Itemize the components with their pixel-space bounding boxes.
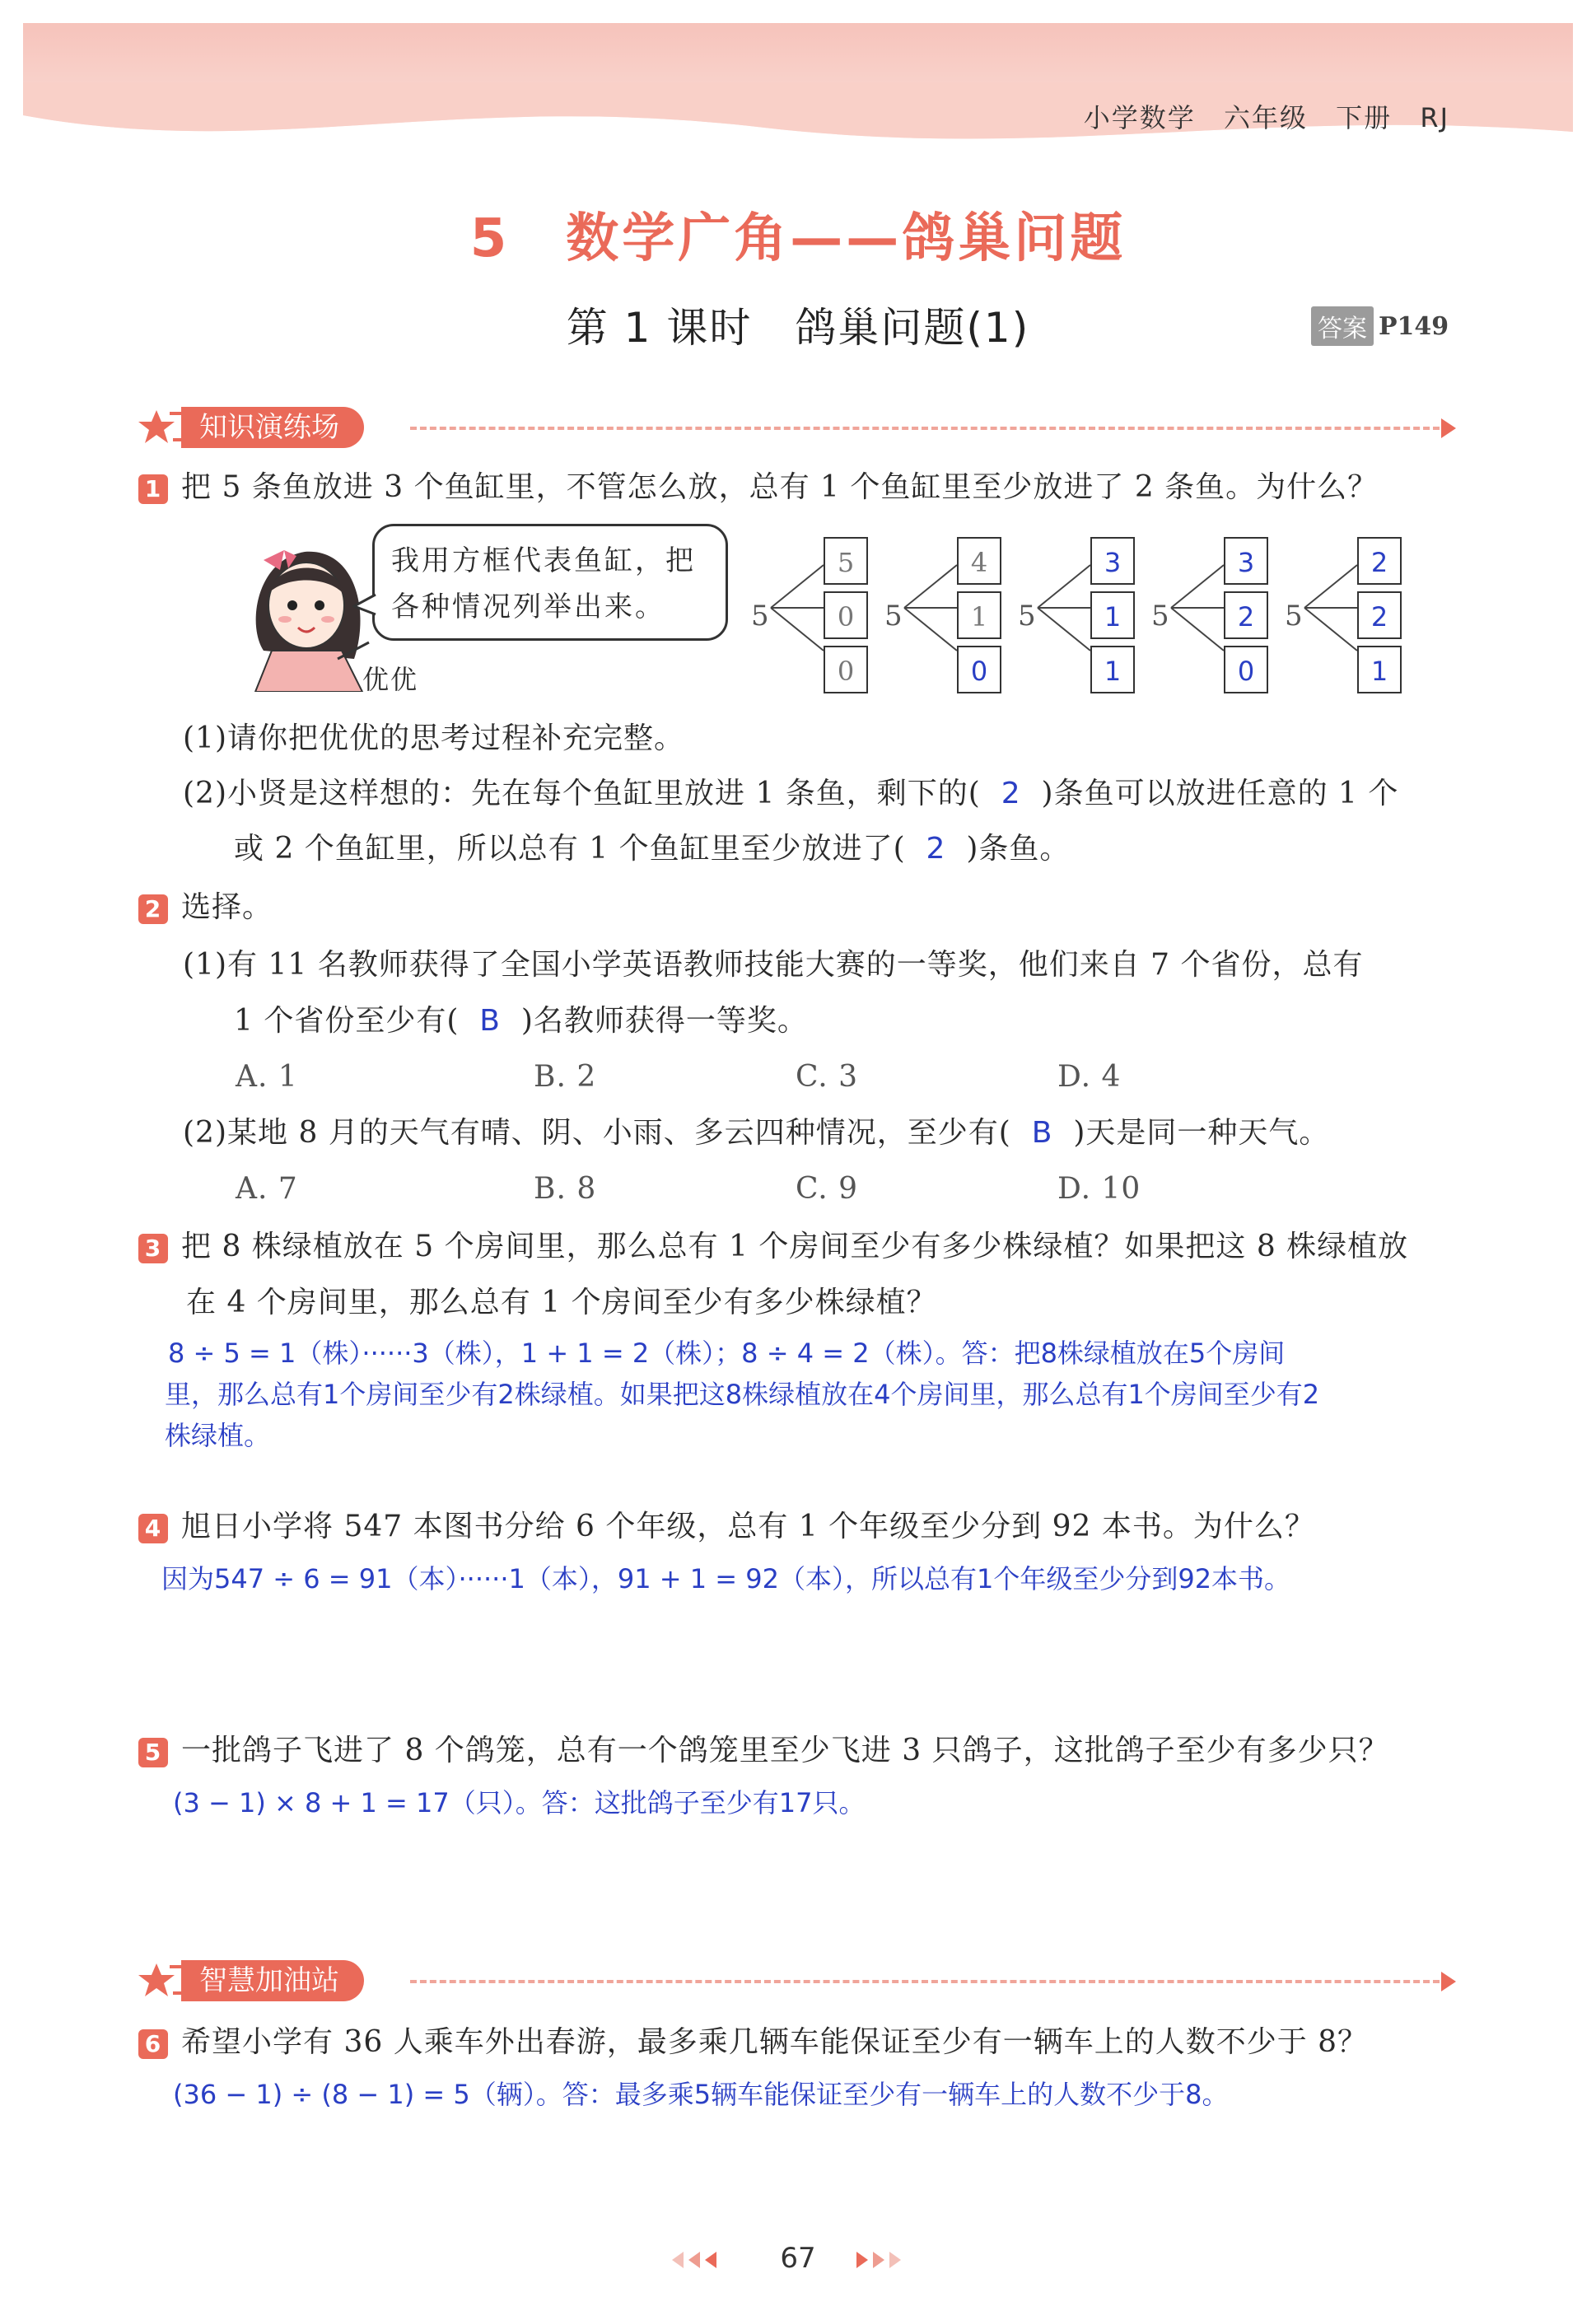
- chapter-title: 5 数学广角——鸽巢问题: [469, 208, 1127, 269]
- question-number: 2: [138, 894, 168, 924]
- fish-tank-box: 5: [824, 537, 868, 585]
- header-meta: [1084, 97, 1449, 135]
- total-fish-label: 5: [751, 600, 769, 633]
- q5-answer: (3 − 1) × 8 + 1 = 17（只）。答：这批鸽子至少有17只。: [173, 1787, 866, 1818]
- q2-s2-opt-b: B. 8: [534, 1172, 597, 1206]
- q2-s2-line1: (2)某地 8 月的天气有晴、阴、小雨、多云四种情况，至少有( B )天是同一种天气。: [183, 1116, 1330, 1150]
- q1-sub2-line2: 或 2 个鱼缸里，所以总有 1 个鱼缸里至少放进了( 2 )条鱼。: [234, 832, 1071, 866]
- fish-tank-box: 4: [957, 537, 1001, 585]
- fish-tank-box: 3: [1224, 537, 1268, 585]
- branch-lines: [769, 542, 827, 674]
- arrow-right-icon: [1441, 1972, 1456, 1991]
- header-edition: RJ: [1420, 102, 1449, 133]
- fish-tank-box: 1: [1357, 646, 1402, 693]
- fish-tank-box: 2: [1357, 537, 1402, 585]
- q2-s2-opt-c: C. 9: [796, 1172, 859, 1206]
- q2-s1-line2: 1 个省份至少有( B )名教师获得一等奖。: [234, 1004, 808, 1038]
- branch-line: [1171, 565, 1224, 608]
- q2-s1-opt-c: C. 3: [796, 1060, 859, 1094]
- header-grade: 六年级: [1223, 102, 1308, 133]
- q2-s1-opt-b: B. 2: [534, 1060, 597, 1094]
- answer-tag: 答案: [1311, 306, 1374, 346]
- lesson-title: 第 1 课时 鸽巢问题(1): [566, 304, 1030, 352]
- q2-s1-opt-d: D. 4: [1057, 1060, 1122, 1094]
- q2-s1-line1: (1)有 11 名教师获得了全国小学英语教师技能大赛的一等奖，他们来自 7 个省份，总有: [183, 948, 1364, 982]
- character-name: 优优: [362, 664, 419, 695]
- branch-line: [1038, 565, 1090, 608]
- branch-line: [771, 565, 824, 608]
- blank-answer: 2: [1001, 777, 1021, 810]
- question-4: [138, 1507, 1315, 1547]
- question-number: 5: [138, 1738, 168, 1767]
- page-number: 67: [780, 2242, 816, 2275]
- q3-answer-line2: 里，那么总有1个房间至少有2株绿植。如果把这8株绿植放在4个房间里，那么总有1个房间至少有2: [165, 1379, 1320, 1410]
- question-5: [138, 1731, 1389, 1771]
- branch-line: [1304, 608, 1357, 651]
- q6-answer: (36 − 1) ÷ (8 − 1) = 5（辆）。答：最多乘5辆车能保证至少有一辆车上的人数不少于8。: [173, 2079, 1229, 2110]
- branch-line: [1171, 608, 1224, 651]
- total-fish-label: 5: [1151, 600, 1169, 633]
- branch-lines: [1036, 542, 1094, 674]
- question-6: [138, 2023, 1368, 2062]
- q2-s1-opt-a: A. 1: [236, 1060, 298, 1094]
- section-challenge: [137, 1960, 364, 2001]
- fish-tank-box: 2: [1357, 591, 1402, 639]
- branch-line: [904, 565, 957, 608]
- question-1: [138, 468, 1378, 507]
- fish-tank-box: 1: [1090, 591, 1135, 639]
- chevron-right-icon: [873, 2252, 884, 2268]
- question-number: 4: [138, 1514, 168, 1543]
- section-practice: [137, 407, 364, 448]
- q2-s2-opt-a: A. 7: [236, 1172, 298, 1206]
- question-number: 1: [138, 474, 168, 504]
- section-challenge-label: 智慧加油站: [181, 1960, 364, 2001]
- question-text: 希望小学有 36 人乘车外出春游，最多乘几辆车能保证至少有一辆车上的人数不少于 8？: [181, 2025, 1369, 2059]
- fish-tank-box: 0: [1224, 646, 1268, 693]
- q3-answer-line3: 株绿植。: [165, 1420, 271, 1451]
- branch-line: [904, 608, 957, 651]
- branch-line: [1038, 608, 1090, 651]
- section-divider: [410, 427, 1440, 433]
- question-text: 一批鸽子飞进了 8 个鸽笼，总有一个鸽笼里至少飞进 3 只鸽子，这批鸽子至少有多少只？: [181, 1734, 1389, 1767]
- fish-tank-box: 0: [957, 646, 1001, 693]
- q4-answer: 因为547 ÷ 6 = 91（本）······1（本），91 + 1 = 92（本），所以总有1个年级至少分到92本书。: [161, 1563, 1291, 1594]
- bubble-tail: [352, 593, 377, 618]
- total-fish-label: 5: [1018, 600, 1036, 633]
- fish-tank-box: 0: [824, 591, 868, 639]
- arrow-right-icon: [1441, 418, 1456, 438]
- total-fish-label: 5: [884, 600, 903, 633]
- total-fish-label: 5: [1285, 600, 1303, 633]
- branch-lines: [903, 542, 960, 674]
- star-icon: [137, 1960, 188, 2001]
- question-3-line2: 在 4 个房间里，那么总有 1 个房间至少有多少株绿植？: [186, 1286, 937, 1319]
- section-practice-label: 知识演练场: [181, 407, 364, 448]
- branch-line: [1304, 565, 1357, 608]
- question-text: 旭日小学将 547 本图书分给 6 个年级，总有 1 个年级至少分到 92 本书。为什么？: [181, 1510, 1315, 1543]
- question-text: 把 8 株绿植放在 5 个房间里，那么总有 1 个房间至少有多少株绿植？如果把这 8 株绿植放: [181, 1230, 1409, 1263]
- fish-tank-box: 0: [824, 646, 868, 693]
- fish-tank-box: 2: [1224, 591, 1268, 639]
- speech-bubble: [372, 524, 728, 641]
- fish-tank-box: 1: [957, 591, 1001, 639]
- chevron-right-icon: [889, 2252, 901, 2268]
- section-divider: [410, 1980, 1440, 1987]
- question-3: [138, 1227, 1408, 1267]
- bubble-line-2: 各种情况列举出来。: [391, 591, 665, 623]
- branch-line: [771, 608, 824, 651]
- question-2: [138, 888, 273, 927]
- fish-tank-box: 3: [1090, 537, 1135, 585]
- fish-tank-box: 1: [1090, 646, 1135, 693]
- blank-answer: B: [1031, 1116, 1053, 1150]
- star-icon: [137, 407, 188, 448]
- blank-answer: B: [479, 1004, 501, 1038]
- answer-reference: [1311, 306, 1449, 346]
- branch-lines: [1303, 542, 1360, 674]
- blank-answer: 2: [926, 832, 946, 866]
- question-text: 选择。: [181, 890, 273, 924]
- q1-sub1: (1)请你把优优的思考过程补充完整。: [183, 721, 684, 755]
- header-volume: 下册: [1336, 102, 1393, 133]
- question-number: 3: [138, 1234, 168, 1263]
- footer-right-arrows: [856, 2252, 901, 2268]
- answer-page: P149: [1379, 311, 1449, 341]
- question-number: 6: [138, 2029, 168, 2059]
- q3-answer-line1: 8 ÷ 5 = 1（株）······3（株），1 + 1 = 2（株）；8 ÷ 4 = 2（株）。答：把8株绿植放在5个房间: [168, 1338, 1286, 1369]
- question-text: 把 5 条鱼放进 3 个鱼缸里，不管怎么放，总有 1 个鱼缸里至少放进了 2 条鱼。为什么？: [181, 470, 1379, 504]
- branch-lines: [1169, 542, 1227, 674]
- bubble-line-1: 我用方框代表鱼缸，把: [391, 544, 696, 577]
- chevron-right-icon: [856, 2252, 868, 2268]
- q1-sub2-line1: (2)小贤是这样想的：先在每个鱼缸里放进 1 条鱼，剩下的( 2 )条鱼可以放进任意的 1 个: [183, 777, 1399, 810]
- q2-s2-opt-d: D. 10: [1057, 1172, 1141, 1206]
- header-subject: 小学数学: [1083, 102, 1196, 133]
